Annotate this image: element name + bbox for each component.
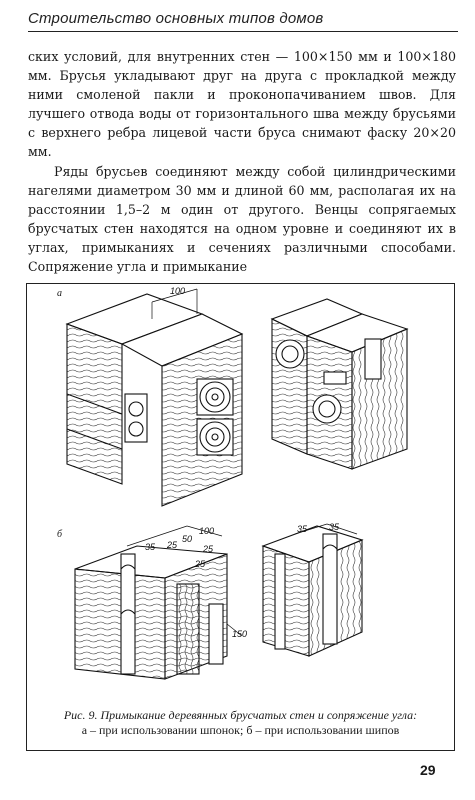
dim-b-25b: 25 [203,544,214,554]
figure-label-b: б [57,529,63,540]
paragraph-2: Ряды брусьев соединяют между собой цилиндрическими нагелями диаметром 30 мм и длиной 60 мм, располагая их на расстоянии 1,5–2 м один от другого. Венцы сопрягаемых брусчатых стен находятся на одном уровне и соединяют их в углах, примыканиях и сечениях различными способами. Сопряжение угла и примыкание [28,163,456,275]
caption-line-1: Рис. 9. Примыкание деревянных брусчатых стен и сопряжение угла: [63,708,418,722]
drawing-a-junction [67,289,242,506]
dim-a-100: 100 [170,286,186,296]
dim-b-100: 100 [199,526,215,536]
dim-b-25a: 25 [167,540,178,550]
figure-illustration [27,284,456,704]
caption-line-2: а – при использовании шпонок; б – при использовании шипов [81,723,400,737]
figure-9 [26,283,455,751]
running-head: Строительство основных типов домов [28,10,458,32]
paragraph-1: ских условий, для внутренних стен — 100×150 мм и 100×180 мм. Брусья укладывают друг на друга с прокладкой между ними смоленой пакли и проконопачиванием швов. Для лучшего отвода воды от горизонтального шва между брусьями с верхнего ребра лицевой части бруса снимают фаску 20×20 мм. [28,49,456,160]
figure-caption [27,708,454,738]
dim-b-corner-35a: 35 [297,524,308,534]
dim-b-25c: 25 [195,559,206,569]
dim-b-50: 50 [182,534,193,544]
page-number: 29 [420,762,436,778]
drawing-a-corner [272,299,407,469]
body-text [28,47,456,276]
drawing-b-corner [263,524,362,656]
dim-b-150: 150 [232,629,248,639]
drawing-b-junction [75,526,242,679]
dim-b-corner-35b: 35 [329,522,340,532]
dim-b-35: 35 [145,542,156,552]
figure-label-a: а [57,288,62,299]
